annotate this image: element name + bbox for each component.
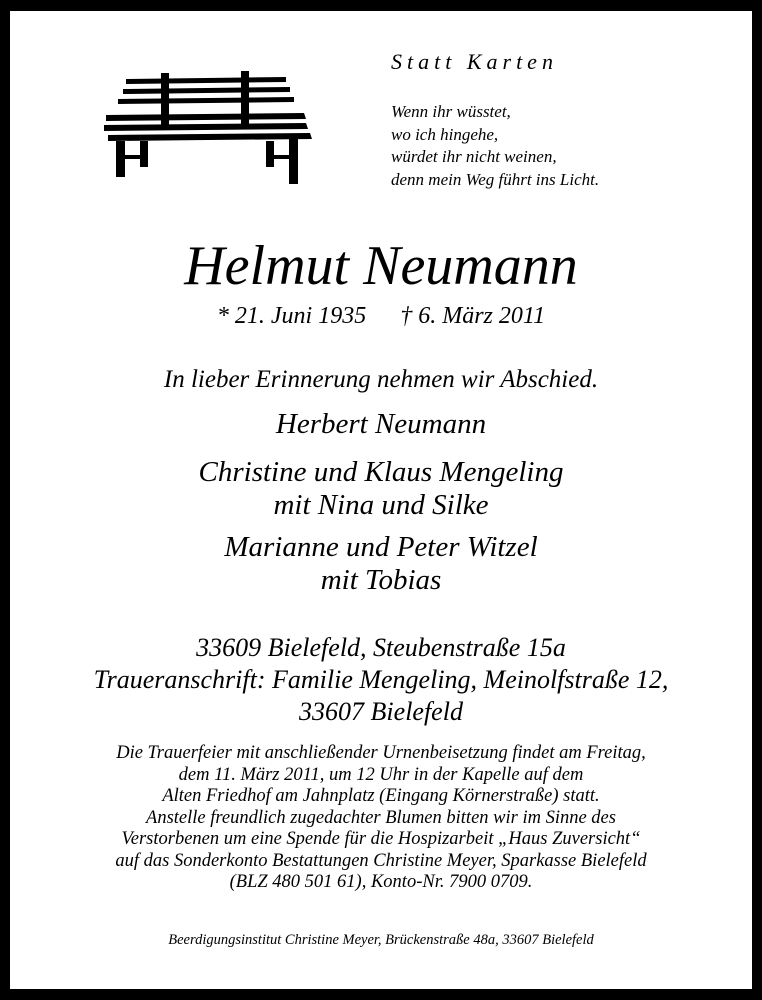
death-date: † 6. März 2011 [400, 303, 546, 329]
notice-line: Anstelle freundlich zugedachter Blumen bitten wir im Sinne des [146, 807, 616, 828]
family-member: mit Nina und Silke [273, 489, 489, 521]
address-line: Traueranschrift: Familie Mengeling, Meinolfstraße 12, [93, 665, 669, 694]
bench-icon [96, 59, 314, 189]
address-line: 33609 Bielefeld, Steubenstraße 15a [196, 633, 566, 662]
family-member: mit Tobias [320, 564, 442, 596]
statt-karten-label: Statt Karten [391, 49, 558, 74]
address-line: 33607 Bielefeld [299, 697, 463, 726]
address-block [10, 632, 752, 728]
deceased-name: Helmut Neumann [184, 235, 578, 297]
family-member: Marianne und Peter Witzel [224, 531, 538, 563]
notice-line: dem 11. März 2011, um 12 Uhr in der Kapelle auf dem [178, 764, 584, 785]
notice-line: auf das Sonderkonto Bestattungen Christine Meyer, Sparkasse Bielefeld [115, 850, 647, 871]
notice-line: Verstorbenen um eine Spende für die Hospizarbeit „Haus Zuversicht“ [121, 829, 641, 849]
funeral-notice [10, 743, 752, 894]
family-line [10, 456, 752, 522]
family-line [10, 531, 752, 597]
poem-line: Wenn ihr wüsstet, [391, 102, 511, 121]
obituary-card [10, 11, 752, 989]
farewell-text: In lieber Erinnerung nehmen wir Abschied. [163, 366, 599, 393]
notice-line: Die Trauerfeier mit anschließender Urnenbeisetzung findet am Freitag, [116, 743, 646, 763]
undertaker-footer: Beerdigungsinstitut Christine Meyer, Brückenstraße 48a, 33607 Bielefeld [168, 932, 594, 948]
poem-line: würdet ihr nicht weinen, [391, 147, 557, 166]
poem [391, 101, 599, 191]
life-dates [10, 301, 752, 331]
poem-line: wo ich hingehe, [391, 124, 499, 144]
notice-line: Alten Friedhof am Jahnplatz (Eingang Körnerstraße) statt. [162, 786, 600, 806]
notice-line: (BLZ 480 501 61), Konto-Nr. 7900 0709. [229, 872, 533, 892]
family-member: Herbert Neumann [275, 408, 487, 440]
poem-line: denn mein Weg führt ins Licht. [391, 169, 600, 189]
birth-date: * 21. Juni 1935 [216, 303, 367, 329]
family-line [10, 408, 752, 441]
family-member: Christine und Klaus Mengeling [198, 456, 564, 488]
